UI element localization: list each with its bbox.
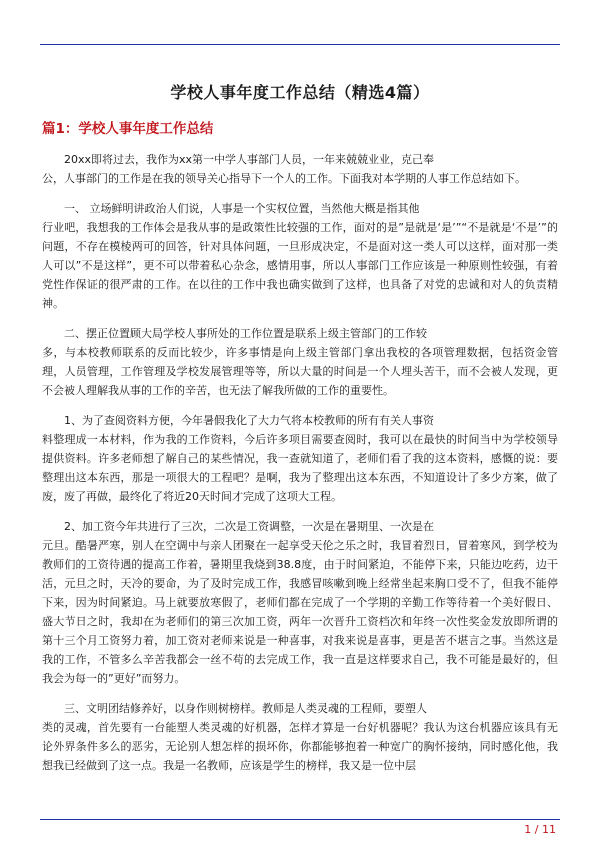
paragraph-item-1 — [42, 411, 558, 506]
paragraph-lead: 一、 立场鲜明讲政治人们说，人事是一个实权位置，当然他大概是指其他 — [64, 202, 420, 215]
paragraph-lead: 二、摆正位置顾大局学校人事所处的工作位置是联系上级主管部门的工作较 — [64, 327, 427, 340]
paragraph-lead: 三、文明团结修养好，以身作则树榜样。教师是人类灵魂的工程师，要塑人 — [64, 702, 427, 715]
header-rule — [40, 44, 560, 45]
paragraph-lead: 2、加工资今年共进行了三次，二次是工资调整，一次是在暑期里、一次是在 — [64, 520, 434, 533]
paragraph-item-2 — [42, 517, 558, 688]
paragraph-lead: 1、为了查阅资料方便，今年暑假我化了大力气将本校教师的所有有关人事资 — [64, 414, 434, 427]
section-heading: 篇1：学校人事年度工作总结 — [42, 121, 214, 137]
paragraph-text: 行业吧，我想我的工作体会是我从事的是政策性比较强的工作，面对的是”是就是‘是’”“不是就是‘不是’”的问题，不存在模棱两可的回答，针对具体问题，一旦形成决定，不是面对这一类人可以这样，面对那一类人可以”不是这样”，更不可以带着私心杂念，感情用事，所以人事部门工作应该是一种原则性较强，有着党性作保证的很严肃的工作。在以往的工作中我也确实做到了这样，也具备了对党的忠诚和对人的负责精神。 — [42, 221, 558, 310]
document-body — [42, 150, 558, 798]
paragraph-section-2 — [42, 324, 558, 400]
paragraph-text: 元旦。酷暑严寒，别人在空调中与亲人团聚在一起享受天伦之乐之时，我冒着烈日，冒着寒风，到学校为教师们的工资待遇的提高工作着，暑期里我烧到38.8度，由于时间紧迫，不能停下来，只能边吃药，边干活，元旦之时，天冷的要命，为了及时完成工作，我感冒咳嗽到晚上经常坐起来胸口受不了，但我不能停下来，因为时间紧迫。马上就要放寒假了，老师们都在完成了一个学期的辛勤工作等待着一个美好假日、盛大节日之时，我却在为老师们的第三次加工资，两年一次晋升工资档次和年终一次性奖金发放即所谓的第十三个月工资努力着，加工资对老师来说是一种喜事，对我来说是喜事，更是苦不堪言之事。当然这是我的工作，不管多么辛苦我都会一丝不苟的去完成工作，我一直是这样要求自己，我不可能是最好的，但我会为每一的”更好”而努力。 — [42, 539, 558, 685]
paragraph-text: 料整理成一本材料，作为我的工作资料，今后许多项目需要查阅时，我可以在最快的时间当中为学校领导提供资料。许多老师想了解自己的某些情况，我一查就知道了，老师们看了我的这本资料，感慨的说：要整理出这本东西，那是一项很大的工程吧？是啊，我为了整理出这本东西，不知道设计了多少方案，做了废，废了再做，最终化了将近20天时间才完成了这项大工程。 — [42, 433, 558, 503]
footer-rule — [40, 819, 560, 820]
paragraph-section-3 — [42, 699, 558, 775]
document-title: 学校人事年度工作总结（精选4篇） — [170, 83, 430, 102]
paragraph-text: 类的灵魂，首先要有一台能塑人类灵魂的好机器，怎样才算是一台好机器呢？我认为这台机器应该具有无论外界条件多么的恶劣，无论别人想怎样的损坏你，你都能够抱着一种宽广的胸怀接纳，同时感化他，我想我已经做到了这一点。我是一名教师，应该是学生的榜样，我又是一位中层 — [42, 721, 558, 772]
paragraph-intro — [42, 150, 558, 188]
page-number: 1 / 11 — [524, 823, 556, 836]
paragraph-text: 公，人事部门的工作是在我的领导关心指导下一个人的工作。下面我对本学期的人事工作总结如下。 — [42, 172, 526, 185]
paragraph-section-1 — [42, 199, 558, 313]
paragraph-text: 多，与本校教师联系的反而比较少，许多事情是向上级主管部门拿出我校的各项管理数据，包括资金管理，人员管理，工作管理及学校发展管理等等，所以大量的时间是一个人埋头苦干，而不会被人发现，更不会被人理解我从事的工作的辛苦，也无法了解我所做的工作的重要性。 — [42, 346, 558, 397]
paragraph-lead: 20xx即将过去，我作为xx第一中学人事部门人员，一年来兢兢业业，克己奉 — [64, 153, 435, 166]
